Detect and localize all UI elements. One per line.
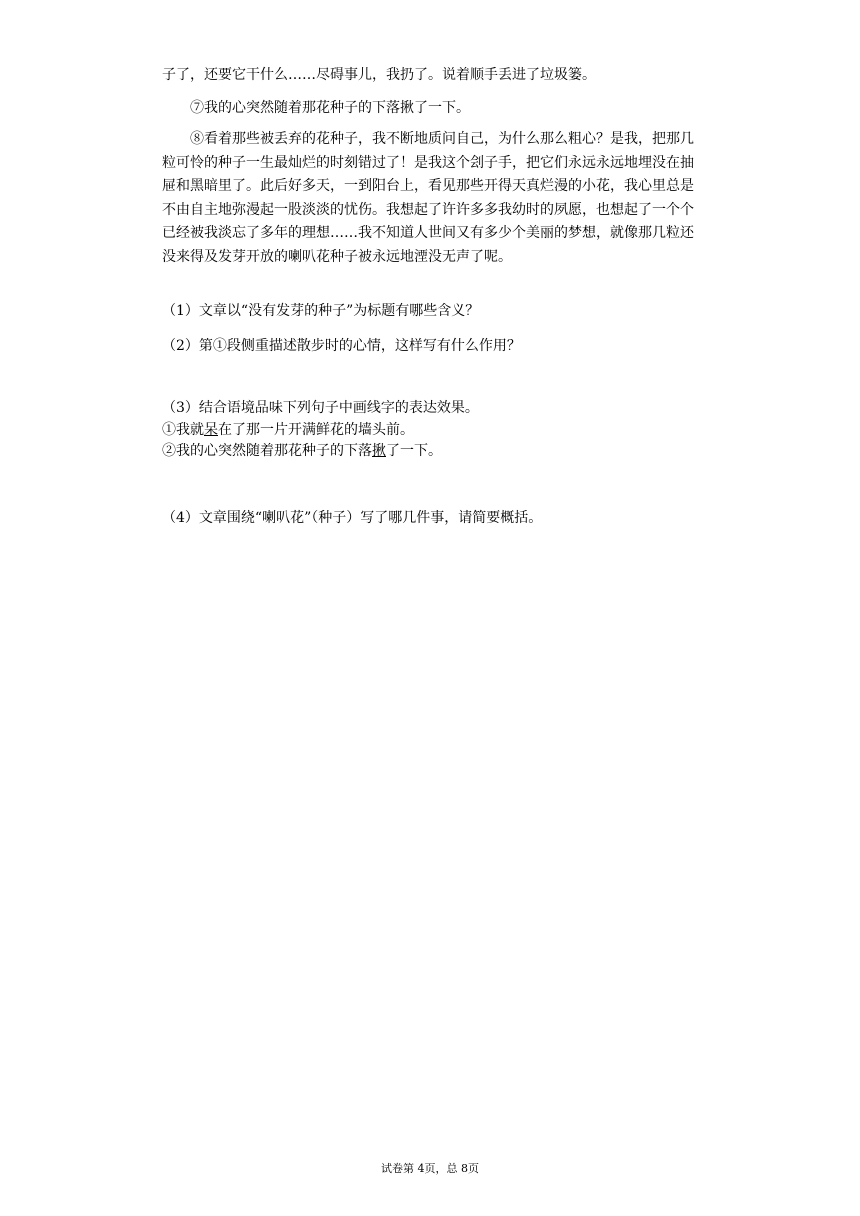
sentence-2-text-after: 了一下。 [386, 443, 442, 459]
question-2: （2）第①段侧重描述散步时的心情，这样写有什么作用？ [162, 338, 521, 354]
question-4: （4）文章围绕“喇叭花”（种子）写了哪几件事，请简要概括。 [162, 510, 543, 526]
sentence-1-text-before: ①我就 [162, 422, 204, 438]
sentence-2-underlined-char: 揪 [372, 443, 386, 459]
question-3-sentence-1 [162, 420, 696, 440]
passage-paragraph-8: ⑧看着那些被丢弃的花种子，我不断地质问自己，为什么那么粗心？是我，把那几粒可怜的种子一生最灿烂的时刻错过了！是我这个刽子手，把它们永远永远地埋没在抽屉和黑暗里了。此后好多天，一到阳台上，看见那些开得天真烂漫的小花，我心里总是不由自主地弥漫起一股淡淡的忧伤。我想起了许许多多我幼时的夙愿，也想起了一个个已经被我淡忘了多年的理想……我不知道人世间又有多少个美丽的梦想，就像那几粒还没来得及发芽开放的喇叭花种子被永远地湮没无声了呢。 [162, 131, 694, 265]
sentence-1-underlined-char: 呆 [204, 422, 218, 438]
passage-paragraph-continued: 子了，还要它干什么……尽碍事儿，我扔了。说着顺手丢进了垃圾篓。 [162, 67, 596, 83]
question-3: （3）结合语境品味下列句子中画线字的表达效果。 [162, 400, 479, 416]
question-1: （1）文章以“没有发芽的种子”为标题有哪些含义？ [162, 303, 480, 319]
sentence-2-text-before: ②我的心突然随着那花种子的下落 [162, 443, 372, 459]
page-footer: 试卷第 4页，总 8页 [381, 1162, 479, 1175]
passage-paragraph-7: ⑦我的心突然随着那花种子的下落揪了一下。 [190, 100, 470, 116]
question-3-sentence-2 [162, 441, 696, 461]
sentence-1-text-after: 在了那一片开满鲜花的墙头前。 [218, 422, 414, 438]
